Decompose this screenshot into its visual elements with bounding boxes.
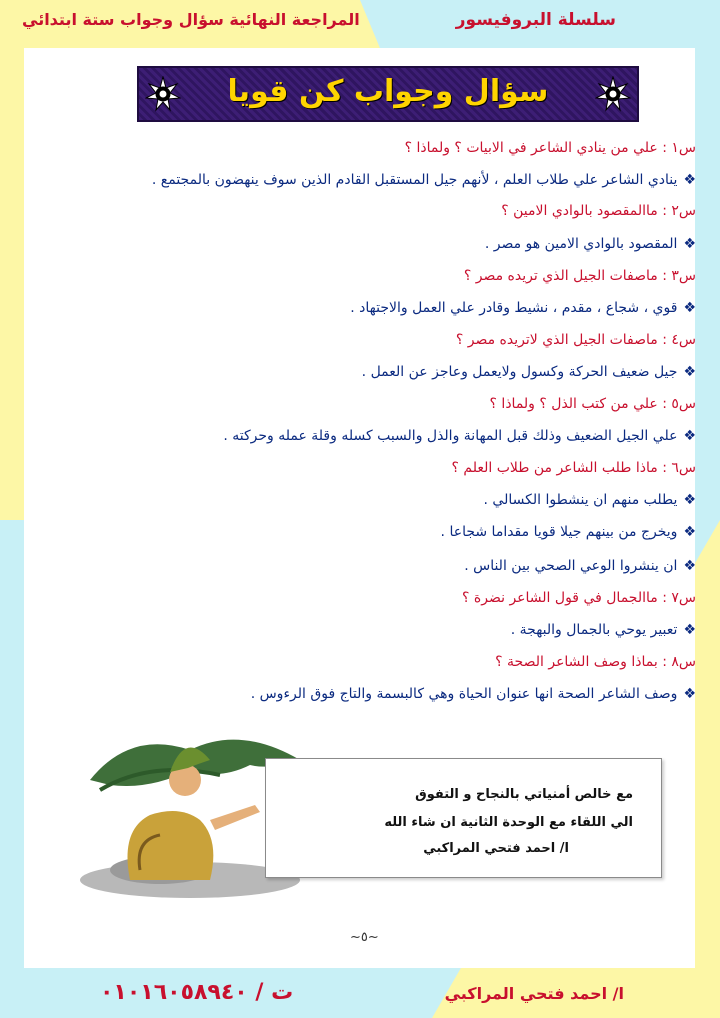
- answer-item: [66, 558, 696, 574]
- diamond-bullet-icon: ❖: [683, 364, 696, 380]
- diamond-bullet-icon: ❖: [683, 236, 696, 252]
- answer-item: [66, 300, 696, 316]
- answer-text: قوي ، شجاع ، مقدم ، نشيط وقادر علي العمل والاجتهاد .: [350, 300, 678, 316]
- diamond-bullet-icon: ❖: [683, 492, 696, 508]
- message-line-2: الي اللقاء مع الوحدة الثانية ان شاء الله: [384, 815, 633, 830]
- answer-text: جيل ضعيف الحركة وكسول ولايعمل وعاجز عن العمل .: [361, 364, 678, 380]
- question-item: [66, 396, 696, 412]
- question-text: س٣ : ماصفات الجيل الذي تريده مصر ؟: [463, 268, 696, 284]
- diamond-bullet-icon: ❖: [683, 622, 696, 638]
- answer-text: ويخرج من بينهم جيلا قويا مقداما شجاعا .: [440, 524, 678, 540]
- answer-item: [66, 172, 696, 188]
- diamond-bullet-icon: ❖: [683, 686, 696, 702]
- question-text: س٥ : علي من كتب الذل ؟ ولماذا ؟: [489, 396, 696, 412]
- answer-text: يطلب منهم ان ينشطوا الكسالي .: [483, 492, 678, 508]
- answer-item: [66, 492, 696, 508]
- footer-author: ا/ احمد فتحي المراكبي: [444, 984, 624, 1003]
- diamond-bullet-icon: ❖: [683, 172, 696, 188]
- question-text: س٢ : ماالمقصود بالوادي الامين ؟: [501, 203, 696, 219]
- sun-star-icon: [595, 76, 631, 112]
- page-number: ~٥~: [350, 930, 379, 945]
- answer-item: [66, 686, 696, 702]
- question-item: [66, 654, 696, 670]
- page-title: سؤال وجواب كن قويا: [227, 74, 549, 109]
- question-text: س٨ : بماذا وصف الشاعر الصحة ؟: [495, 654, 696, 670]
- answer-text: تعبير يوحي بالجمال والبهجة .: [510, 622, 678, 638]
- question-item: [66, 140, 696, 156]
- header-right-text: سلسلة البروفيسور: [455, 10, 616, 30]
- diamond-bullet-icon: ❖: [683, 428, 696, 444]
- answer-text: ينادي الشاعر علي طلاب العلم ، لأنهم جيل المستقبل القادم الذين سوف ينهضون بالمجتمع .: [151, 172, 678, 188]
- diamond-bullet-icon: ❖: [683, 558, 696, 574]
- question-item: [66, 268, 696, 284]
- question-text: س١ : علي من ينادي الشاعر في الابيات ؟ ولماذا ؟: [404, 140, 696, 156]
- question-item: [66, 332, 696, 348]
- answer-item: [66, 428, 696, 444]
- answer-text: ان ينشروا الوعي الصحي بين الناس .: [464, 558, 678, 574]
- question-item: [66, 590, 696, 606]
- answer-item: [66, 524, 696, 540]
- message-line-1: مع خالص أمنياتي بالنجاح و التفوق: [415, 787, 633, 802]
- answer-text: المقصود بالوادي الامين هو مصر .: [484, 236, 678, 252]
- message-line-3: ا/ احمد فتحي المراكبي: [423, 841, 569, 856]
- answer-item: [66, 622, 696, 638]
- question-text: س٤ : ماصفات الجيل الذي لاتريده مصر ؟: [455, 332, 696, 348]
- answer-text: وصف الشاعر الصحة انها عنوان الحياة وهي كالبسمة والتاج فوق الرءوس .: [250, 686, 678, 702]
- question-text: س٦ : ماذا طلب الشاعر من طلاب العلم ؟: [451, 460, 696, 476]
- answer-item: [66, 364, 696, 380]
- question-text: س٧ : ماالجمال في قول الشاعر نضرة ؟: [462, 590, 696, 606]
- answer-text: علي الجيل الضعيف وذلك قبل المهانة والذل والسبب كسله وقلة عمله وحركته .: [223, 428, 678, 444]
- question-item: [66, 203, 696, 219]
- diamond-bullet-icon: ❖: [683, 300, 696, 316]
- closing-message-box: [265, 758, 662, 878]
- question-item: [66, 460, 696, 476]
- header-left-text: المراجعة النهائية سؤال وجواب ستة ابتدائي: [22, 10, 360, 29]
- answer-item: [66, 236, 696, 252]
- title-banner: [137, 66, 639, 122]
- diamond-bullet-icon: ❖: [683, 524, 696, 540]
- footer-phone: ت / ٠١٠١٦٠٥٨٩٤٠: [100, 980, 294, 1005]
